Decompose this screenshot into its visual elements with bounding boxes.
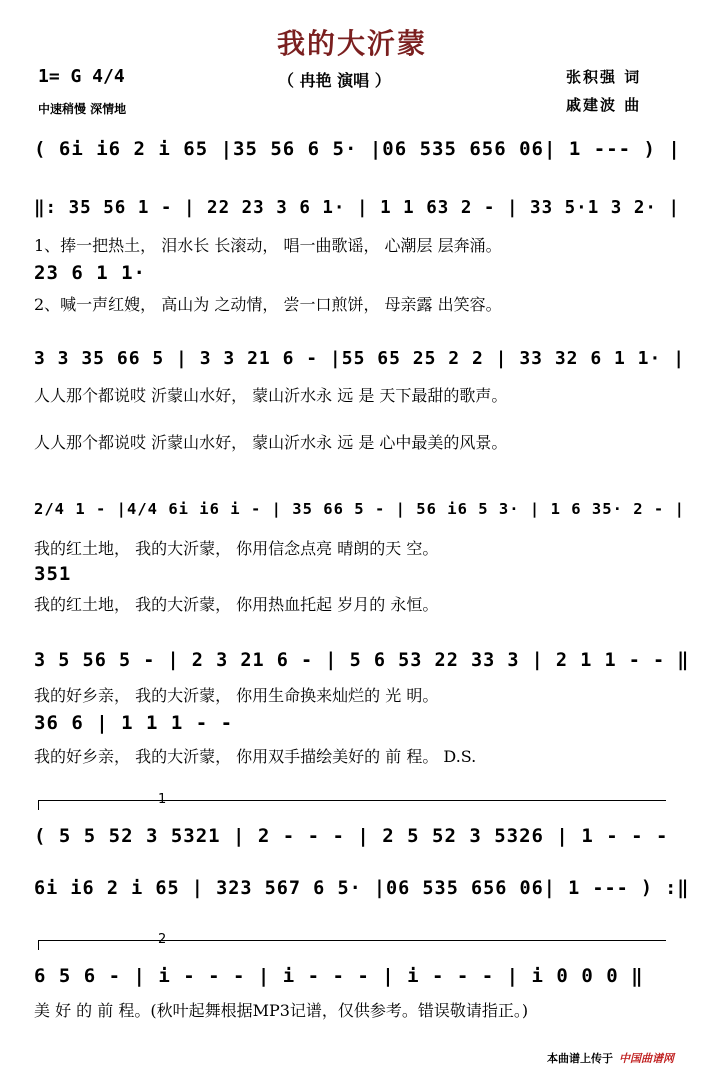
volta-line-2: [38, 940, 666, 941]
notation-line: ‖: 35 56 1 - | 22 23 3 6 1· | 1 1 63 2 - | 33 5·1 3 2· |: [34, 198, 681, 218]
lyric-line: 我的红土地， 我的大沂蒙， 你用信念点亮 晴朗的天 空。: [34, 539, 439, 558]
notation-line: 6 5 6 - | i - - - | i - - - | i - - - | i 0 0 0 ‖: [34, 965, 644, 987]
singer-credit: （ 冉艳 演唱 ）: [278, 71, 391, 90]
notation-line: 351: [34, 563, 72, 585]
lyric-line: 我的好乡亲， 我的大沂蒙， 你用双手描绘美好的 前 程。 D.S.: [34, 747, 477, 766]
volta-line-1: [38, 800, 666, 801]
key-signature: 1= G 4/4: [38, 66, 125, 87]
volta-tick-1: [38, 800, 39, 810]
lyric-line: 我的红土地， 我的大沂蒙， 你用热血托起 岁月的 永恒。: [34, 595, 439, 614]
song-title: 我的大沂蒙: [276, 27, 427, 60]
lyricist-credit: 张积强 词: [566, 68, 642, 86]
volta-number-2: 2: [158, 932, 167, 947]
lyric-line: 2、喊一声红嫂， 高山为 之动情， 尝一口煎饼， 母亲露 出笑容。: [34, 295, 502, 314]
lyric-line: 美 好 的 前 程。(秋叶起舞根据MP3记谱，仅供参考。错误敬请指正。): [34, 1001, 529, 1020]
notation-line: 36 6 | 1 1 1 - -: [34, 712, 234, 734]
composer-credit: 戚建波 曲: [566, 96, 642, 114]
notation-line: ( 6i i6 2 i 65 |35 56 6 5· |06 535 656 06| 1 --- ) |: [34, 138, 681, 160]
notation-line: ( 5 5 52 3 5321 | 2 - - - | 2 5 52 3 5326 | 1 - - -: [34, 825, 669, 847]
lyric-line: 1、捧一把热土， 泪水长 长滚动， 唱一曲歌谣， 心潮层 层奔涌。: [34, 236, 502, 255]
notation-line: 6i i6 2 i 65 | 323 567 6 5· |06 535 656 06| 1 --- ) :‖: [34, 878, 690, 899]
footer: [547, 1050, 674, 1066]
notation-line: 3 3 35 66 5 | 3 3 21 6 - |55 65 25 2 2 | 33 32 6 1 1· |: [34, 348, 686, 369]
notation-line: 3 5 56 5 - | 2 3 21 6 - | 5 6 53 22 33 3 | 2 1 1 - - ‖: [34, 650, 690, 671]
lyric-line: 我的好乡亲， 我的大沂蒙， 你用生命换来灿烂的 光 明。: [34, 686, 439, 705]
lyric-line: 人人那个都说哎 沂蒙山水好， 蒙山沂水永 远 是 心中最美的风景。: [34, 433, 508, 452]
volta-tick-2: [38, 940, 39, 950]
notation-line: 23 6 1 1·: [34, 262, 146, 284]
notation-line: 2/4 1 - |4/4 6i i6 i - | 35 66 5 - | 56 i6 5 3· | 1 6 35· 2 - |: [34, 500, 685, 518]
site-logo: 中国曲谱网: [619, 1052, 674, 1065]
volta-number-1: 1: [158, 792, 167, 807]
footer-text: 本曲谱上传于: [547, 1052, 613, 1065]
lyric-line: 人人那个都说哎 沂蒙山水好， 蒙山沂水永 远 是 天下最甜的歌声。: [34, 386, 508, 405]
tempo-marking: 中速稍慢 深情地: [38, 102, 127, 116]
